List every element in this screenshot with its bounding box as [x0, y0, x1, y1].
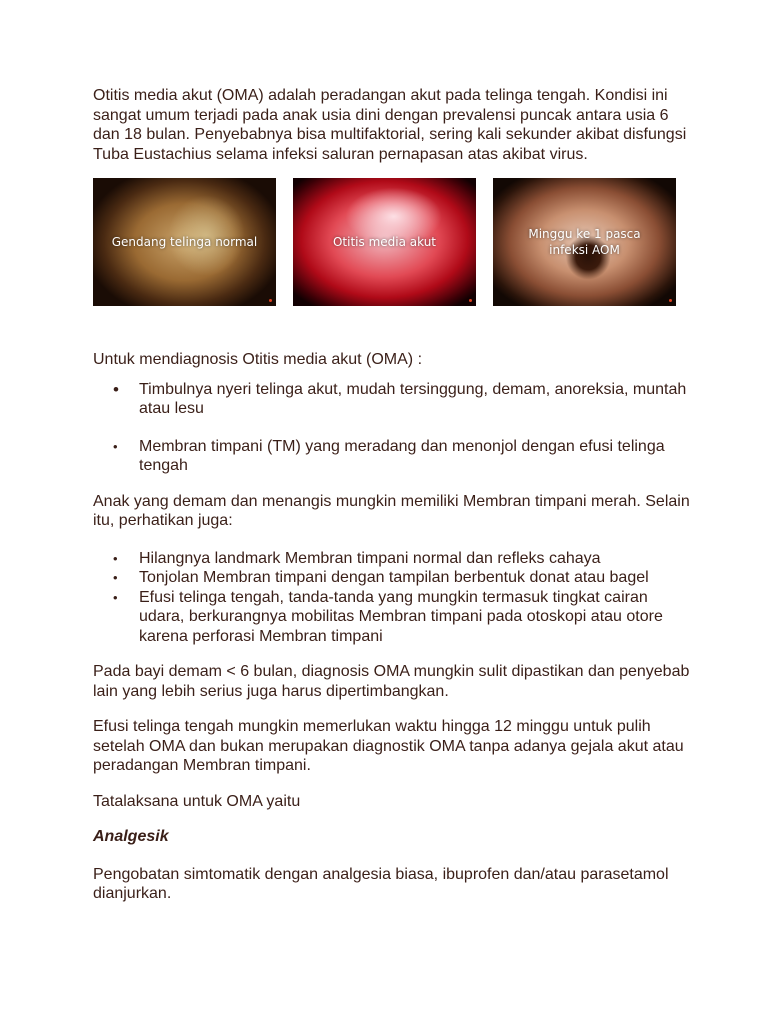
- list-item: [93, 588, 693, 647]
- image-caption: Gendang telinga normal: [111, 235, 258, 249]
- image-caption: [528, 226, 640, 258]
- acute-otitis-media-image: [293, 178, 476, 306]
- list-item-text: Tonjolan Membran timpani dengan tampilan berbentuk donat atau bagel: [139, 569, 649, 586]
- normal-eardrum-image: [93, 178, 276, 306]
- list-item: [93, 437, 693, 476]
- list-item-text: Membran timpani (TM) yang meradang dan menonjol dengan efusi telinga tengah: [139, 437, 665, 474]
- bullet-icon: •: [113, 379, 119, 399]
- otoscopy-image-row: [93, 178, 693, 306]
- analgesic-paragraph: Pengobatan simtomatik dengan analgesia biasa, ibuprofen dan/atau parasetamol dianjurkan.: [93, 865, 669, 902]
- management-paragraph: Tatalaksana untuk OMA yaitu: [93, 792, 301, 810]
- document-page: [93, 86, 693, 904]
- analgesic-heading: Analgesik: [93, 828, 169, 845]
- bullet-icon: •: [113, 589, 118, 605]
- image-caption-line2: infeksi AOM: [549, 243, 620, 257]
- image-caption-line1: Minggu ke 1 pasca: [528, 227, 641, 241]
- observe-list: [93, 549, 693, 647]
- list-item-text: Timbulnya nyeri telinga akut, mudah tersinggung, demam, anoreksia, muntah atau lesu: [139, 380, 687, 417]
- image-marker: [269, 299, 272, 302]
- red-tm-paragraph: Anak yang demam dan menangis mungkin memiliki Membran timpani merah. Selain itu, perhatikan juga:: [93, 492, 690, 529]
- infant-paragraph: Pada bayi demam < 6 bulan, diagnosis OMA mungkin sulit dipastikan dan penyebab lain yang lebih serius juga harus dipertimbangkan.: [93, 663, 690, 700]
- list-item-text: Efusi telinga tengah, tanda-tanda yang mungkin termasuk tingkat cairan udara, berkurangnya mobilitas Membran timpani pada otoskopi atau otore karena perforasi Membran timpani: [139, 588, 663, 645]
- diagnosis-list: [93, 380, 693, 476]
- image-marker: [669, 299, 672, 302]
- bullet-icon: •: [113, 570, 118, 585]
- list-item: [93, 380, 693, 419]
- intro-paragraph: Otitis media akut (OMA) adalah peradangan akut pada telinga tengah. Kondisi ini sangat umum terjadi pada anak usia dini dengan prevalensi puncak antara usia 6 dan 18 bulan. Penyebabnya bisa multifaktorial, sering kali sekunder akibat disfungsi Tuba Eustachius selama infeksi saluran pernapasan atas akibat virus.: [93, 87, 687, 163]
- post-infection-week1-image: [493, 178, 676, 306]
- list-item: [93, 549, 693, 569]
- list-item: [93, 568, 693, 588]
- image-marker: [469, 299, 472, 302]
- bullet-icon: •: [113, 438, 118, 454]
- effusion-paragraph: Efusi telinga tengah mungkin memerlukan waktu hingga 12 minggu untuk pulih setelah OMA dan bukan merupakan diagnostik OMA tanpa adanya gejala akut atau peradangan Membran timpani.: [93, 718, 684, 774]
- image-caption: Otitis media akut: [332, 235, 437, 249]
- list-item-text: Hilangnya landmark Membran timpani normal dan refleks cahaya: [139, 549, 601, 567]
- bullet-icon: •: [113, 550, 118, 566]
- diagnosis-lead: Untuk mendiagnosis Otitis media akut (OMA) :: [93, 351, 423, 368]
